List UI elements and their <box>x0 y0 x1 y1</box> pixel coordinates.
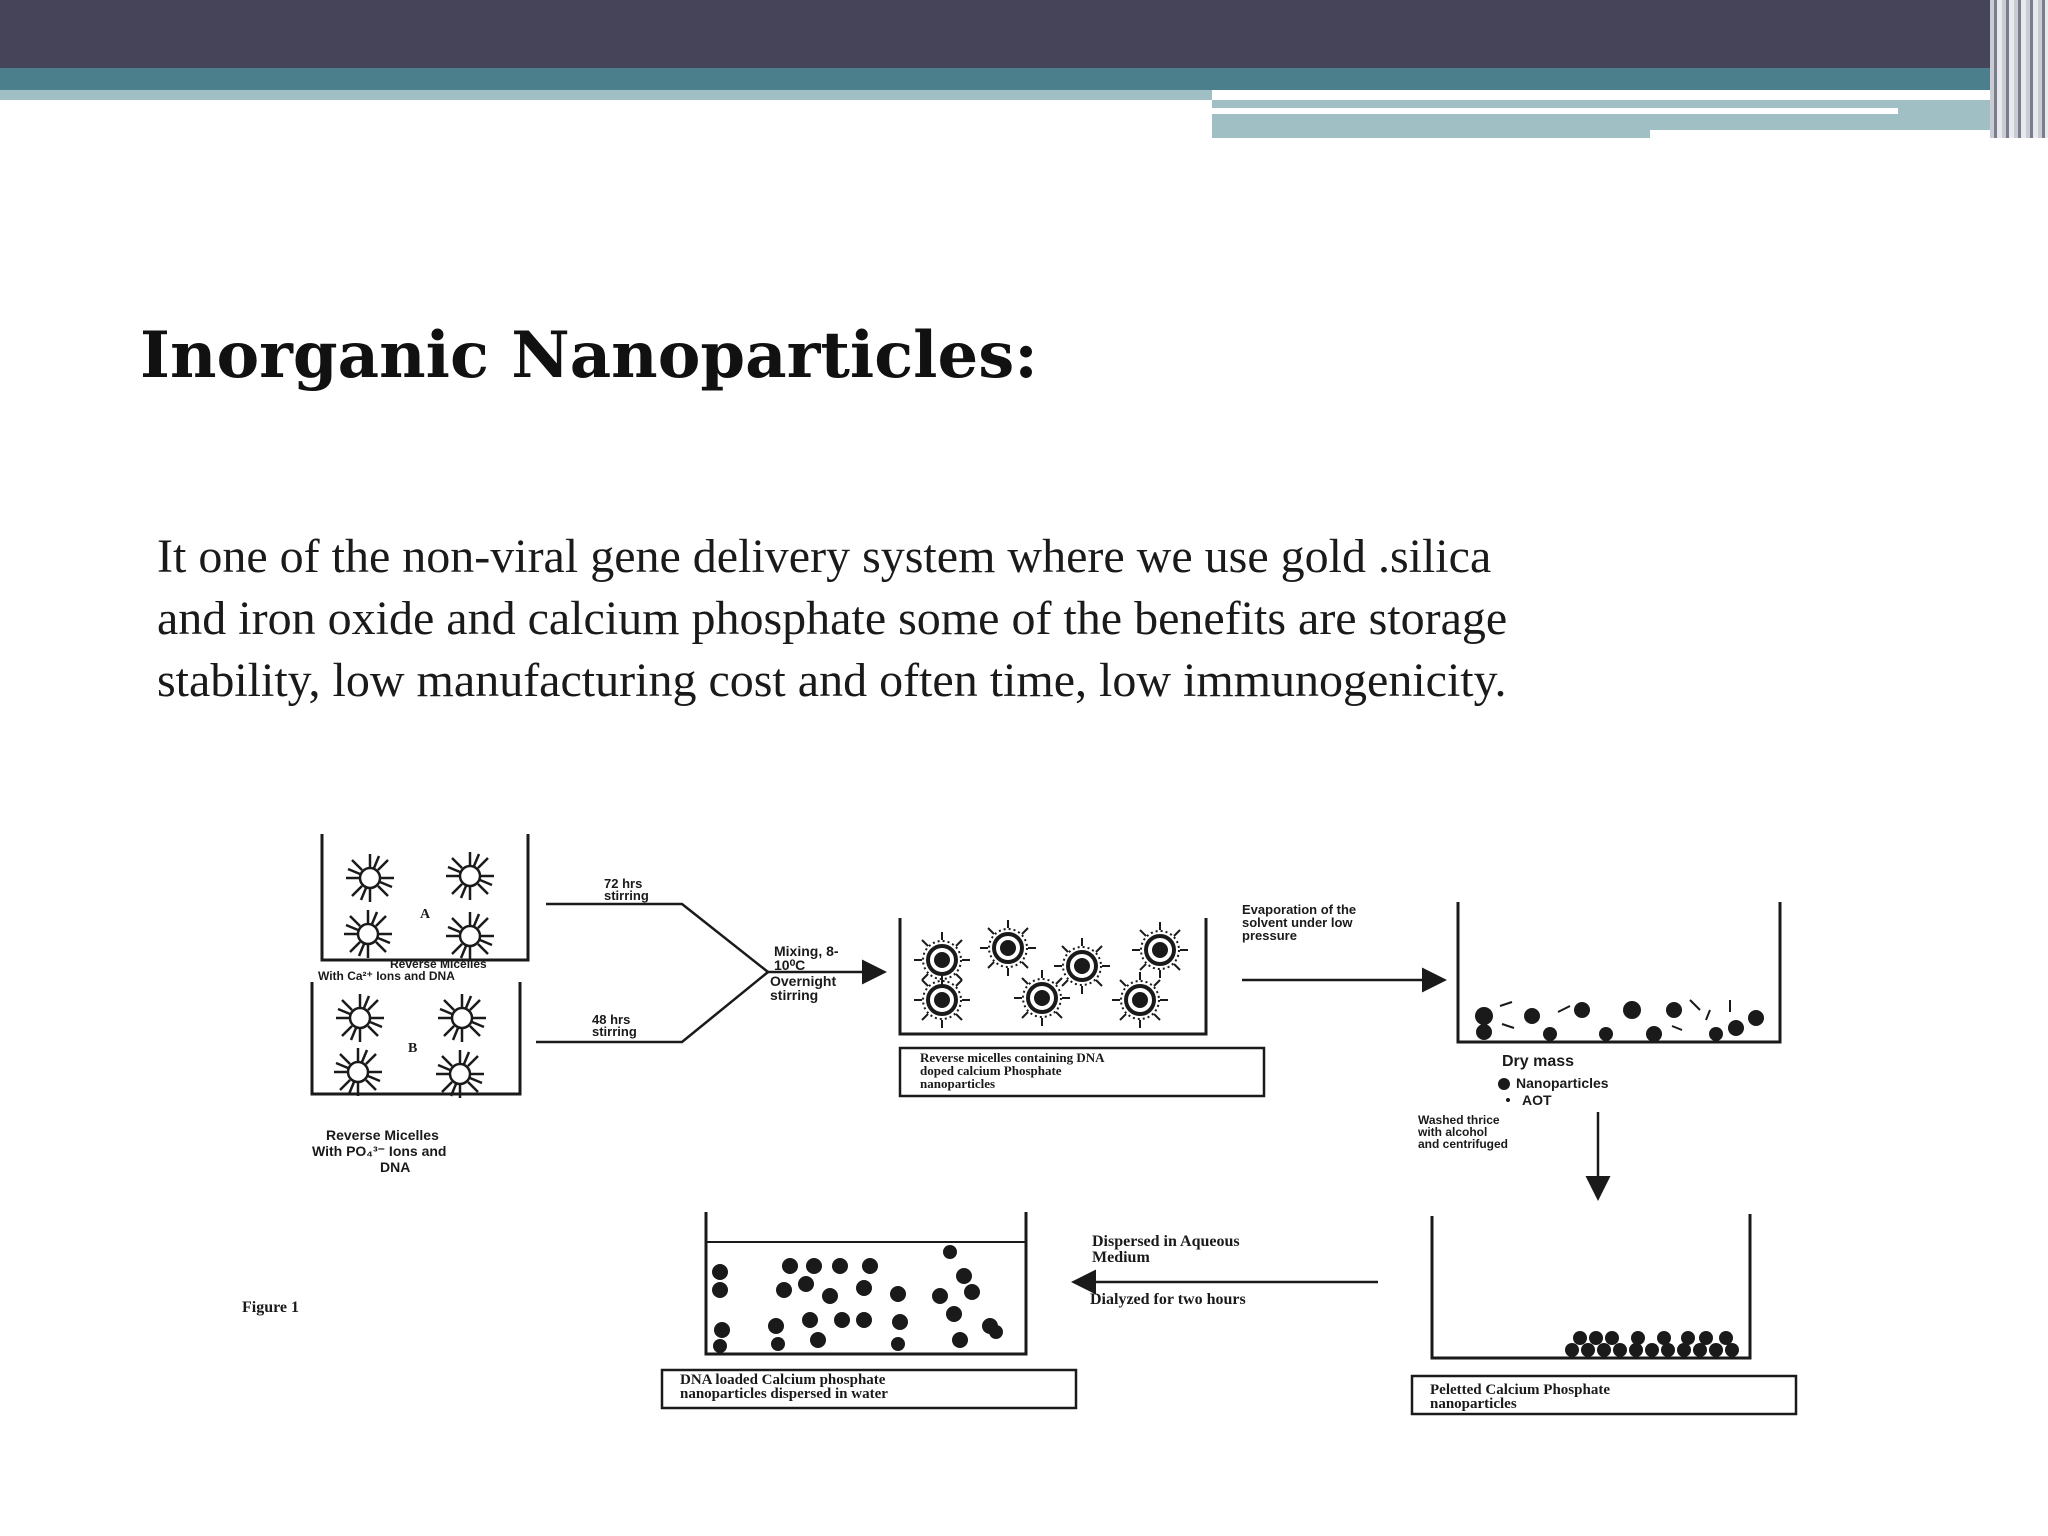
aot-label: AOT <box>1522 1092 1552 1108</box>
mixed-caption: nanoparticles <box>920 1076 996 1091</box>
accent-line-lower <box>1650 130 2012 138</box>
evaporation-label: Evaporation of the <box>1242 902 1357 917</box>
arrow-b-label: stirring <box>592 1024 637 1039</box>
pellet-caption: nanoparticles <box>1430 1396 1517 1412</box>
arrow-a-label: 72 hrs <box>604 876 643 891</box>
final-caption: DNA loaded Calcium phosphate <box>680 1372 886 1388</box>
beaker-a <box>318 834 528 983</box>
mixing-label: Overnight <box>770 973 837 989</box>
dispersed-label: Dispersed in Aqueous <box>1092 1233 1240 1250</box>
arrow-b-label: 48 hrs <box>592 1012 631 1027</box>
washed-label: with alcohol <box>1418 1125 1488 1139</box>
body-line: It one of the non-viral gene delivery system where we use gold .silica <box>157 530 1492 583</box>
mixed-caption: doped calcium Phosphate <box>920 1063 1062 1078</box>
evaporation-label: pressure <box>1242 928 1297 943</box>
dialyzed-label: Dialyzed for two hours <box>1090 1291 1246 1308</box>
body-line: stability, low manufacturing cost and often time, low immunogenicity. <box>157 654 1507 707</box>
accent-line <box>1212 108 1898 114</box>
figure-diagram <box>230 820 1830 1440</box>
nanoparticles-label: Nanoparticles <box>1516 1075 1609 1091</box>
figure-label: Figure 1 <box>242 1299 300 1316</box>
beaker-b-caption: With PO₄³⁻ Ions and <box>312 1143 447 1159</box>
mixing-label: 10⁰C <box>774 957 806 973</box>
dry-mass-beaker <box>1458 902 1780 1108</box>
beaker-a-caption: Reverse Micelles <box>390 957 487 971</box>
beaker-b-caption: Reverse Micelles <box>326 1127 439 1143</box>
mixing-label: Mixing, 8- <box>774 943 839 959</box>
body-line: and iron oxide and calcium phosphate some of the benefits are storage <box>157 592 1508 645</box>
dry-mass-label: Dry mass <box>1502 1053 1575 1070</box>
evaporation-label: solvent under low <box>1242 915 1353 930</box>
beaker-b <box>312 982 520 1175</box>
dispersed-label: Medium <box>1092 1249 1150 1266</box>
mixed-beaker <box>900 918 1264 1096</box>
accent-band-light <box>0 90 1212 100</box>
final-caption: nanoparticles dispersed in water <box>680 1386 888 1402</box>
final-beaker <box>662 1212 1076 1408</box>
pellet-caption: Peletted Calcium Phosphate <box>1430 1382 1610 1398</box>
accent-band <box>0 68 2048 90</box>
washed-label: and centrifuged <box>1418 1137 1509 1151</box>
mixed-caption: Reverse micelles containing DNA <box>920 1050 1105 1065</box>
beaker-a-caption: With Ca²⁺ Ions and DNA <box>318 969 455 983</box>
slide-title: Inorganic Nanoparticles: <box>140 318 1038 393</box>
arrow-a-label: stirring <box>604 888 649 903</box>
beaker-a-letter: A <box>420 907 431 922</box>
top-bar <box>0 0 2048 68</box>
corner-stripes <box>1990 0 2048 138</box>
pellet-beaker <box>1412 1214 1796 1414</box>
mixing-label: stirring <box>770 987 819 1003</box>
beaker-b-letter: B <box>408 1041 418 1056</box>
slide-body-text <box>157 526 1807 712</box>
washed-label: Washed thrice <box>1418 1113 1500 1127</box>
beaker-b-caption: DNA <box>380 1159 411 1175</box>
